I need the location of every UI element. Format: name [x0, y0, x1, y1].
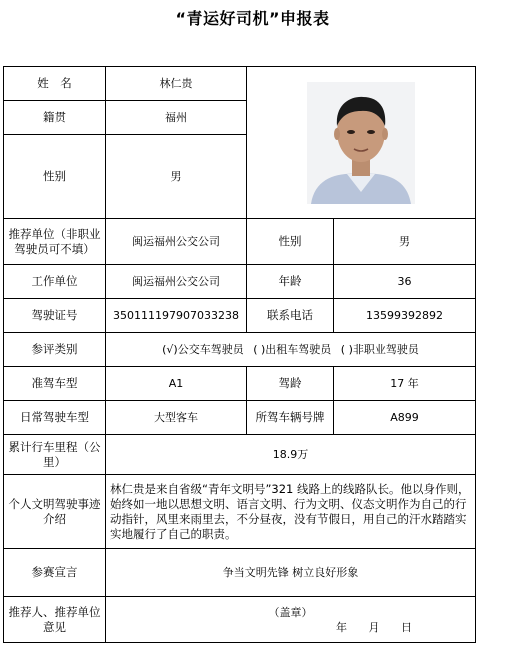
- category-options: [106, 333, 476, 367]
- origin-value: 福州: [106, 101, 247, 135]
- age-label: 年龄: [247, 265, 334, 299]
- seal-text: （盖章）: [268, 605, 313, 619]
- row-unit: [4, 219, 476, 265]
- phone-label: 联系电话: [247, 299, 334, 333]
- name-value: 林仁贵: [106, 67, 247, 101]
- date-day: 日: [401, 620, 412, 634]
- plate-value: A899: [334, 401, 476, 435]
- application-form-table: [3, 66, 476, 643]
- category-option-nonpro[interactable]: ( )非职业驾驶员: [340, 343, 419, 356]
- daily-vehicle-value: 大型客车: [106, 401, 247, 435]
- recommender-label: 推荐人、推荐单位意见: [4, 597, 106, 643]
- form-title: “青运好司机”申报表: [175, 9, 330, 28]
- row-pledge: [4, 549, 476, 597]
- row-category: [4, 333, 476, 367]
- phone-value: 13599392892: [334, 299, 476, 333]
- row-daily-vehicle: [4, 401, 476, 435]
- row-recommender: [4, 597, 476, 643]
- origin-label: 籍贯: [4, 101, 106, 135]
- photo-cell: [247, 67, 476, 219]
- intro-value: 林仁贵是来自省级“青年文明号”321 线路上的线路队长。他以身作则，始终如一地以思想文明、语言文明、行为文明、仪态文明作为自己的行动指针，风里来雨里去，不分昼夜，没有节假日，用自己的汗水踏踏实实地履行了自己的职责。: [106, 475, 476, 549]
- gender-value-top: 男: [106, 135, 247, 219]
- category-option-bus[interactable]: (√)公交车驾驶员: [162, 343, 244, 356]
- mileage-value: 18.9万: [106, 435, 476, 475]
- pledge-value: 争当文明先锋 树立良好形象: [106, 549, 476, 597]
- date-month: 月: [368, 620, 380, 634]
- vehicle-type-label: 准驾车型: [4, 367, 106, 401]
- portrait-photo: [307, 82, 415, 204]
- license-value: 350111197907033238: [106, 299, 247, 333]
- gender-label-top: 性别: [4, 135, 106, 219]
- recommend-unit-label: 推荐单位（非职业驾驶员可不填）: [4, 219, 106, 265]
- gender-label: 性别: [247, 219, 334, 265]
- mileage-label: 累计行车里程（公里）: [4, 435, 106, 475]
- category-option-taxi[interactable]: ( )出租车驾驶员: [253, 343, 332, 356]
- license-label: 驾驶证号: [4, 299, 106, 333]
- category-label: 参评类别: [4, 333, 106, 367]
- recommender-opinion: [106, 597, 476, 643]
- work-unit-label: 工作单位: [4, 265, 106, 299]
- daily-vehicle-label: 日常驾驶车型: [4, 401, 106, 435]
- work-unit-value: 闽运福州公交公司: [106, 265, 247, 299]
- row-work: [4, 265, 476, 299]
- gender-value: 男: [334, 219, 476, 265]
- row-vehicle-type: [4, 367, 476, 401]
- date-year: 年: [336, 620, 347, 634]
- intro-label: 个人文明驾驶事迹介绍: [4, 475, 106, 549]
- vehicle-type-value: A1: [106, 367, 247, 401]
- driving-years-label: 驾龄: [247, 367, 334, 401]
- age-value: 36: [334, 265, 476, 299]
- pledge-label: 参赛宣言: [4, 549, 106, 597]
- row-license: [4, 299, 476, 333]
- plate-label: 所驾车辆号牌: [247, 401, 334, 435]
- recommend-unit-value: 闽运福州公交公司: [106, 219, 247, 265]
- row-mileage: [4, 435, 476, 475]
- row-name: [4, 67, 476, 101]
- name-label: 姓 名: [4, 67, 106, 101]
- portrait-photo-icon: [307, 82, 415, 204]
- row-intro: [4, 475, 476, 549]
- date-line: [109, 620, 472, 635]
- driving-years-value: 17 年: [334, 367, 476, 401]
